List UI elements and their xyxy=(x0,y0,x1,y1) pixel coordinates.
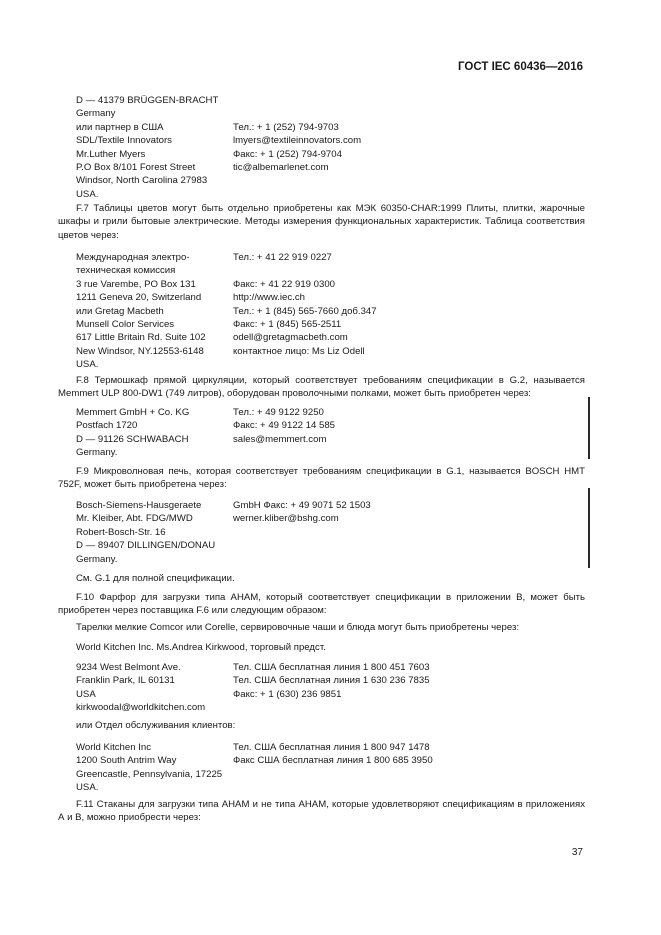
contact-address: Bosch-Siemens-Hausgeraete xyxy=(76,500,202,511)
contact-row xyxy=(76,781,585,794)
contact-address: Germany. xyxy=(76,447,118,459)
contact-address: техническая комиссия xyxy=(76,265,176,277)
contact-detail: Тел. США бесплатная линия 1 630 236 7835 xyxy=(233,675,430,687)
contact-detail: Тел. США бесплатная линия 1 800 947 1478 xyxy=(233,742,430,753)
contact-row xyxy=(76,539,585,552)
contact-address: Franklin Park, IL 60131 xyxy=(76,675,175,687)
contact-row xyxy=(76,358,585,371)
contact-detail: Факс: + 1 (252) 794-9704 xyxy=(233,148,342,160)
contact-row xyxy=(76,661,585,674)
paragraph-f7: F.7 Таблицы цветов могут быть отдельно приобретены как МЭК 60350-CHAR:1999 Плиты, плитки, жарочные шкафы и грили бытовые электрические. Методы измерения функциональных характеристик. Таблица соответствия цветов через: xyxy=(58,203,585,241)
contact-detail: контактное лицо: Ms Liz Odell xyxy=(233,345,365,357)
contact-detail: lmyers@textileinnovators.com xyxy=(233,135,362,147)
contact-address: Germany. xyxy=(76,553,118,565)
contact-row xyxy=(76,161,585,174)
paragraph-see-g1: См. G.1 для полной спецификации. xyxy=(76,573,235,584)
contact-detail: Тел.: + 49 9122 9250 xyxy=(233,407,324,418)
contact-block-customer-service xyxy=(76,741,585,795)
contact-address: USA. xyxy=(76,188,99,200)
contact-detail: Факс: + 49 9122 14 585 xyxy=(233,420,336,432)
contact-address: 9234 West Belmont Ave. xyxy=(76,662,181,673)
contact-block-bruggen xyxy=(76,94,585,201)
contact-address: USA xyxy=(76,688,96,700)
contact-address: D — 91126 SCHWABACH xyxy=(76,433,189,445)
contact-block-world-kitchen xyxy=(76,661,585,715)
contact-address: USA. xyxy=(76,359,99,371)
contact-address: Windsor, North Carolina 27983 xyxy=(76,175,208,187)
contact-row xyxy=(76,345,585,358)
contact-detail: Факс: + 1 (630) 236 9851 xyxy=(233,688,342,700)
contact-address: 1211 Geneva 20, Switzerland xyxy=(76,292,202,304)
contact-detail: werner.kliber@bshg.com xyxy=(233,513,339,525)
contact-address: SDL/Textile Innovators xyxy=(76,135,172,147)
contact-row xyxy=(76,674,585,687)
contact-detail: tic@albemarlenet.com xyxy=(233,162,329,174)
contact-address: или Gretag Macbeth xyxy=(76,305,164,317)
contact-address: 1200 South Antrim Way xyxy=(76,755,177,767)
contact-row xyxy=(76,94,585,107)
contact-detail: Тел.: + 1 (845) 565-7660 доб.347 xyxy=(233,305,377,317)
contact-row xyxy=(76,305,585,318)
contact-detail: Факс: + 41 22 919 0300 xyxy=(233,278,336,290)
contact-address: New Windsor, NY.12553-6148 xyxy=(76,345,204,357)
contact-address: 617 Little Britain Rd. Suite 102 xyxy=(76,332,206,344)
document-header: ГОСТ IEC 60436—2016 xyxy=(458,61,583,73)
contact-block-bosch xyxy=(76,499,585,566)
contact-detail: Тел. США бесплатная линия 1 800 451 7603 xyxy=(233,662,430,673)
contact-address: P.O Box 8/101 Forest Street xyxy=(76,162,196,174)
paragraph-f11: F.11 Стаканы для загрузки типа АНАМ и не типа АНАМ, которые удовлетворяют спецификациям в приложениях А и В, можно приобрести через: xyxy=(58,799,585,824)
revision-bar xyxy=(588,488,590,568)
contact-detail: GmbH Факс: + 49 9071 52 1503 xyxy=(233,500,371,511)
contact-row xyxy=(76,134,585,147)
paragraph-f9: F.9 Микроволновая печь, которая соответствует требованиям спецификации в G.1, называется BOSCH HMT 752F, может быть приобретена через: xyxy=(58,466,585,491)
contact-block-memmert xyxy=(76,406,585,460)
contact-address: D — 89407 DILLINGEN/DONAU xyxy=(76,540,216,552)
contact-row xyxy=(76,251,585,264)
contact-address: Mr.Luther Myers xyxy=(76,148,146,160)
contact-address: или партнер в США xyxy=(76,121,164,133)
contact-row xyxy=(76,512,585,525)
contact-row xyxy=(76,188,585,201)
contact-row xyxy=(76,291,585,304)
contact-address: kirkwoodal@worldkitchen.com xyxy=(76,702,206,714)
contact-address: D — 41379 BRÜGGEN-BRACHT xyxy=(76,95,219,106)
contact-row xyxy=(76,754,585,767)
contact-row xyxy=(76,121,585,134)
contact-row xyxy=(76,331,585,344)
contact-address: Germany xyxy=(76,108,116,120)
contact-address: 3 rue Varembe, PO Box 131 xyxy=(76,278,196,290)
contact-row xyxy=(76,264,585,277)
contact-row xyxy=(76,419,585,432)
revision-bar xyxy=(588,397,590,459)
contact-detail: sales@memmert.com xyxy=(233,433,327,445)
contact-row xyxy=(76,499,585,512)
contact-detail: Тел.: + 41 22 919 0227 xyxy=(233,252,332,263)
contact-block-iec xyxy=(76,251,585,372)
contact-address: Международная электро- xyxy=(76,252,190,263)
page-number: 37 xyxy=(571,847,583,858)
contact-address: Mr. Kleiber, Abt. FDG/MWD xyxy=(76,513,193,525)
contact-row xyxy=(76,278,585,291)
customer-service-line: или Отдел обслуживания клиентов: xyxy=(76,720,236,731)
plates-line: Тарелки мелкие Comcor или Corelle, сервировочные чаши и блюда могут быть приобретены через: xyxy=(76,622,520,633)
contact-detail: odell@gretagmacbeth.com xyxy=(233,332,348,344)
contact-detail: Факс США бесплатная линия 1 800 685 3950 xyxy=(233,755,433,767)
contact-row xyxy=(76,446,585,459)
contact-detail: Тел.: + 1 (252) 794-9703 xyxy=(233,121,339,133)
contact-row xyxy=(76,741,585,754)
contact-detail: Факс: + 1 (845) 565-2511 xyxy=(233,319,342,331)
contact-detail: http://www.iec.ch xyxy=(233,292,305,304)
paragraph-f8: F.8 Термошкаф прямой циркуляции, который соответствует требованиям спецификации в G.2, называется Memmert ULP 800-DW1 (749 литров), оборудован проволочными полками, может быть приобретен через: xyxy=(58,375,585,400)
contact-row xyxy=(76,107,585,120)
contact-row xyxy=(76,526,585,539)
contact-row xyxy=(76,688,585,701)
contact-address: USA. xyxy=(76,782,99,794)
contact-address: World Kitchen Inc xyxy=(76,742,152,753)
contact-address: Postfach 1720 xyxy=(76,420,138,432)
contact-address: Robert-Bosch-Str. 16 xyxy=(76,526,166,538)
contact-row xyxy=(76,406,585,419)
contact-row xyxy=(76,148,585,161)
contact-row xyxy=(76,553,585,566)
contact-address: Memmert GmbH + Co. KG xyxy=(76,407,190,418)
contact-address: Munsell Color Services xyxy=(76,319,175,331)
contact-row xyxy=(76,433,585,446)
contact-row xyxy=(76,768,585,781)
contact-row xyxy=(76,174,585,187)
contact-address: Greencastle, Pennsylvania, 17225 xyxy=(76,768,223,780)
contact-row xyxy=(76,318,585,331)
contact-row xyxy=(76,701,585,714)
paragraph-f10: F.10 Фарфор для загрузки типа АНАМ, который соответствует спецификации в приложении В, может быть приобретен через поставщика F.6 или следующим образом: xyxy=(58,592,585,617)
world-kitchen-contact: World Kitchen Inc. Ms.Andrea Kirkwood, торговый предст. xyxy=(76,642,326,653)
